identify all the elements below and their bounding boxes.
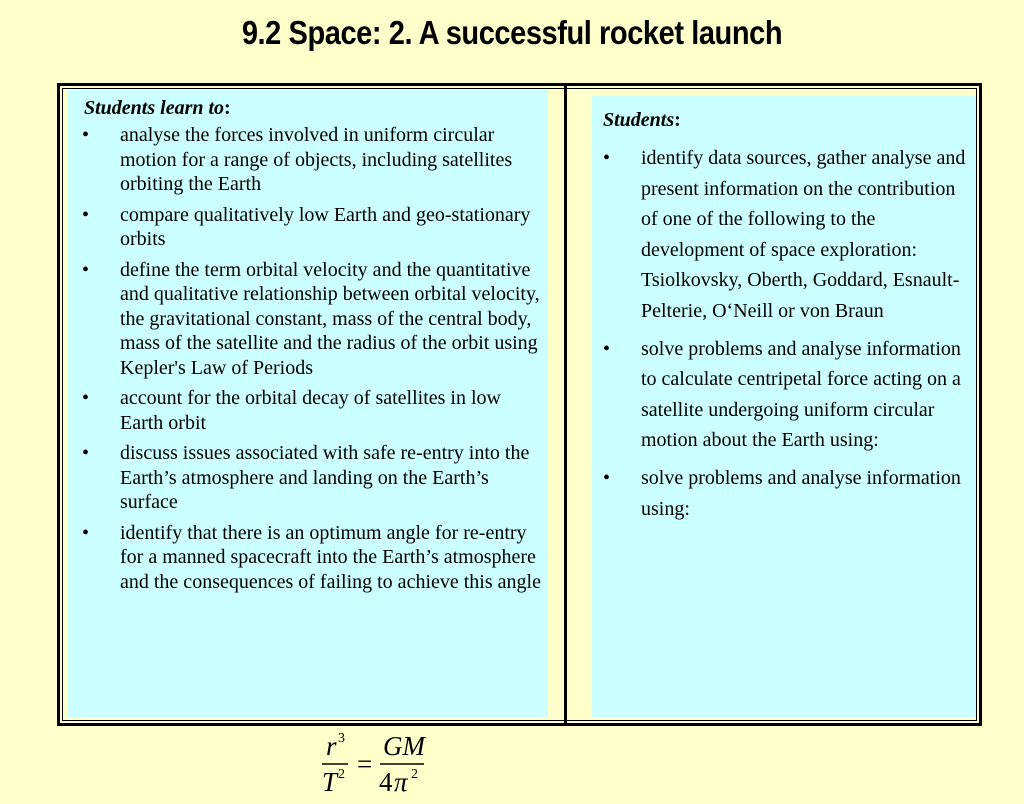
list-item [68, 386, 544, 435]
bullet-icon: • [82, 387, 90, 409]
list-item [589, 334, 969, 456]
bullet-icon: • [82, 203, 90, 226]
formula-r-exponent: 3 [338, 731, 345, 746]
bullet-icon: • [603, 147, 611, 169]
list-item-text: compare qualitatively low Earth and geo-stationary orbits [120, 203, 531, 250]
list-item-text: account for the orbital decay of satellites in low Earth orbit [120, 387, 501, 434]
formula-r: r [326, 731, 337, 761]
learn-to-list [68, 123, 544, 600]
content-table [57, 83, 982, 797]
list-item-text: discuss issues associated with safe re-entry into the Earth’s atmosphere and landing on the Earth’s surface [120, 442, 530, 513]
formula-equals: = [357, 749, 373, 779]
list-item-text: identify that there is an optimum angle for re-entry for a manned spacecraft into the Earth’s atmosphere and the consequences of failing to achieve this angle [120, 521, 541, 593]
list-item-text: solve problems and analyse information using: [641, 466, 961, 520]
list-item [68, 521, 544, 595]
column-divider [564, 86, 567, 723]
list-item [589, 143, 969, 327]
list-item [68, 123, 544, 197]
learn-to-column [68, 90, 548, 717]
bullet-icon: • [82, 442, 90, 464]
list-item [589, 463, 969, 524]
slide-title: 9.2 Space: 2. A successful rocket launch [241, 14, 783, 51]
learn-to-heading-text: Students learn to [84, 97, 225, 119]
bullet-icon: • [82, 521, 90, 544]
list-item [68, 258, 544, 381]
students-heading-text: Students [603, 109, 675, 131]
students-column [592, 96, 976, 717]
list-item [68, 203, 544, 252]
students-heading [603, 109, 681, 131]
formula-t-exponent: 2 [338, 767, 345, 782]
students-heading-colon: : [674, 109, 681, 131]
formula-pi: π [394, 767, 408, 797]
keplers-law-formula [322, 728, 432, 804]
formula-t: T [322, 767, 338, 797]
list-item [68, 441, 544, 515]
bullet-icon: • [82, 124, 90, 146]
students-list [589, 143, 969, 531]
list-item-text: solve problems and analyse information to calculate centripetal force acting on a satellite undergoing uniform circular motion about the Earth using: [641, 337, 961, 452]
list-item-text: identify data sources, gather analyse and present information on the contribution of one of the following to the development of space exploration: Tsiolkovsky, Oberth, Goddard, Esnault-Pelterie, O‘Neill or von Braun [641, 147, 966, 322]
bullet-icon: • [603, 337, 611, 360]
list-item-text: define the term orbital velocity and the quantitative and qualitative relationship between orbital velocity, the gravitational constant, mass of the central body, mass of the satellite and the radius of the orbit using Kepler's Law of Periods [120, 258, 540, 379]
formula-gm: GM [383, 731, 425, 761]
learn-to-heading [84, 97, 231, 119]
list-item-text: analyse the forces involved in uniform circular motion for a range of objects, including satellites orbiting the Earth [120, 124, 513, 195]
learn-to-heading-colon: : [224, 97, 231, 119]
bullet-icon: • [603, 466, 611, 489]
bullet-icon: • [82, 258, 90, 281]
formula-pi-exponent: 2 [411, 767, 418, 782]
formula-four: 4 [379, 767, 393, 797]
